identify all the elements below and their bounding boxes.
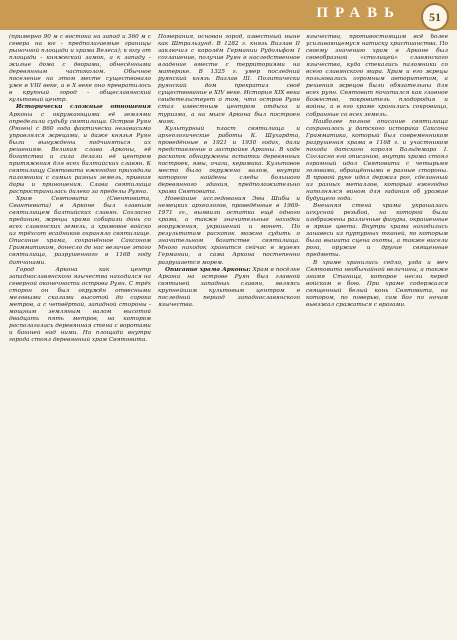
text-column-2 [158,34,300,634]
paragraph-text: Город Аркона как центр западнославянского язычества находился на северной оконечности острова Руян. С трёх сторон он был окружён отвесными меловыми скалами высотой до сорока метров, а с четвёртой, западной стороны - мощным земляным валом высотой двадцать пять метров, на котором располагалась деревянная стена с воротами и башней над ними. На площади внутри города стоял деревянный храм Святовита. [9,266,151,344]
paragraph-text: Наиболее полное описание святилища сохранилось у датского историка Саксона Грамматика, который был современником разрушения храма в 1168 г. и участником похода датского короля Вальдемара I. Согласно его описанию, внутри храма стоял огромный идол Святовита с четырьмя головами, обращёнными в разные стороны. В правой руке идол держал рог, сделанный из разных металлов, который ежегодно наполнялся вином для гадания об урожае будущего года. [306,118,448,203]
paragraph-lead: Описание храма Арконы: [165,266,251,273]
paragraph [9,196,151,266]
paragraph [306,203,448,259]
paragraph [306,260,448,309]
paragraph [306,119,448,204]
page-number: 51 [421,3,449,31]
paragraph-text: язычества, противостоящим всё более усиливающемуся натиску христианства. По своему значению храм в Арконе был своеобразной «столицей» славянского язычества, куда стекались паломники со всего славянского мира. Храм и его жрецы пользовались огромным авторитетом, а решения жрецов были обязательны для всех руян. Святовит почитался как главное божество, покровитель плодородия и войны, а в его храме хранились сокровища, собранные со всех земель. [306,34,448,118]
paragraph-text: В храме хранились седло, узда и меч Святовита необычайной величины, а также знамя Станица, которое несли перед войском в бою. При храме содержался священный белый конь Святовита, на котором, по поверью, сам бог по ночам выезжал сражаться с врагами. [306,259,448,308]
text-column-1 [9,34,151,634]
paragraph-text: Новейшие исследования Эвы Шибы и немецких археологов, проведённые в 1969-1971 гг., выявили остатки ещё одного храма, а также значительные находки вооружения, украшений и монет. По результатам раскопок можно судить о значительном богатстве святилища. Много находок хранится сейчас в музеях Германии, а сама Аркона постепенно разрушается морем. [158,196,300,266]
paragraph [158,126,300,196]
paragraph [158,34,300,126]
paragraph-text: Померания, основан город, известный ныне как Штральзунд. В 1282 г. князь Визлав II заключил с королём Германии Рудольфом I соглашение, получив Руян в наследственное владение вместе с территориями на материке. В 1325 г. умер последний руянский князь Визлав III. Политически руянский дом прекратил своё существование в XIV веке. История XIX века свидетельствует о том, что остров Руян стал известным центром отдыха и туризма, а на мысе Аркона был построен маяк. [158,34,300,125]
paragraph-text: Храм в посёлке Аркона на острове Руян был главной святыней западных славян, являясь крупнейшим культовым центром в последний период западнославянского язычества. [158,266,300,308]
paragraph-lead: Исторически сложные отношения [16,104,151,111]
paragraph-text: Внешняя стена храма украшалась искусной резьбой, на которой были изображены различные фигуры, окрашенные в яркие цвета. Внутри храма находились занавеси из пурпурных тканей, по которым была вышита сцена охоты, а также висели рога, оружие и другие священные предметы. [306,203,448,259]
paragraph [9,267,151,345]
paragraph-text: Арконы с окружающими её землями определили судьбу святилища. Остров Руян (Рюген) с 860 года фактически независимо управлялся жрецами, и даже князья Руян были вынуждены подчиняться их решениям. Великая слава Арконы, её богатства и сила делали её центром притяжения для всех балтийских славян. К святилищу Святовита ежегодно приходили паломники с самых разных земель, привозя дары и приношения. Слава святилища распространилась далеко за пределы Руяна. [9,111,151,196]
paragraph-text: Культурный пласт святилища и археологические работы К. Шухардта, проведённые в 1921 и 1930 годах, дали представление о застройке Арконы. В ходе раскопок обнаружены остатки деревянных построек, ямы, очаги, керамика. Культовое место было окружено валом, внутри которого найдены следы большого деревянного здания, предположительно храма Святовита. [158,125,300,196]
section-title: ПРАВЬ [316,5,401,21]
paragraph [158,267,300,309]
paragraph-text: (примерно 90 м с востока на запад и 360 м с севера на юг - предполагаемые границы рыночной площади и храма Велеса); к югу от площади - княжеский замок, а к западу - жилые дома с дворами, обнесёнными деревянным частоколом. Обычное поселение на этом месте существовало уже в VIII веке, а в X веке оно превратилось в крупный город - общеславянский культовый центр. [9,34,151,104]
page-header [0,0,457,30]
paragraph [158,196,300,266]
paragraph-text: Храм Святовита (Свентовита, Свантевита) в Арконе был главным святилищем балтийских славян. Согласно преданию, жрецы храма собирали дань со всех славянских земель, а храмовое войско из трёхсот всадников охраняло святилище. Описание храма, сохранённое Саксоном Грамматиком, донесло до нас величие этого святилища, разрушенного в 1168 году датчанами. [9,196,151,266]
paragraph [306,34,448,119]
paragraph [9,104,151,196]
paragraph [9,34,151,104]
text-column-3 [306,34,448,634]
